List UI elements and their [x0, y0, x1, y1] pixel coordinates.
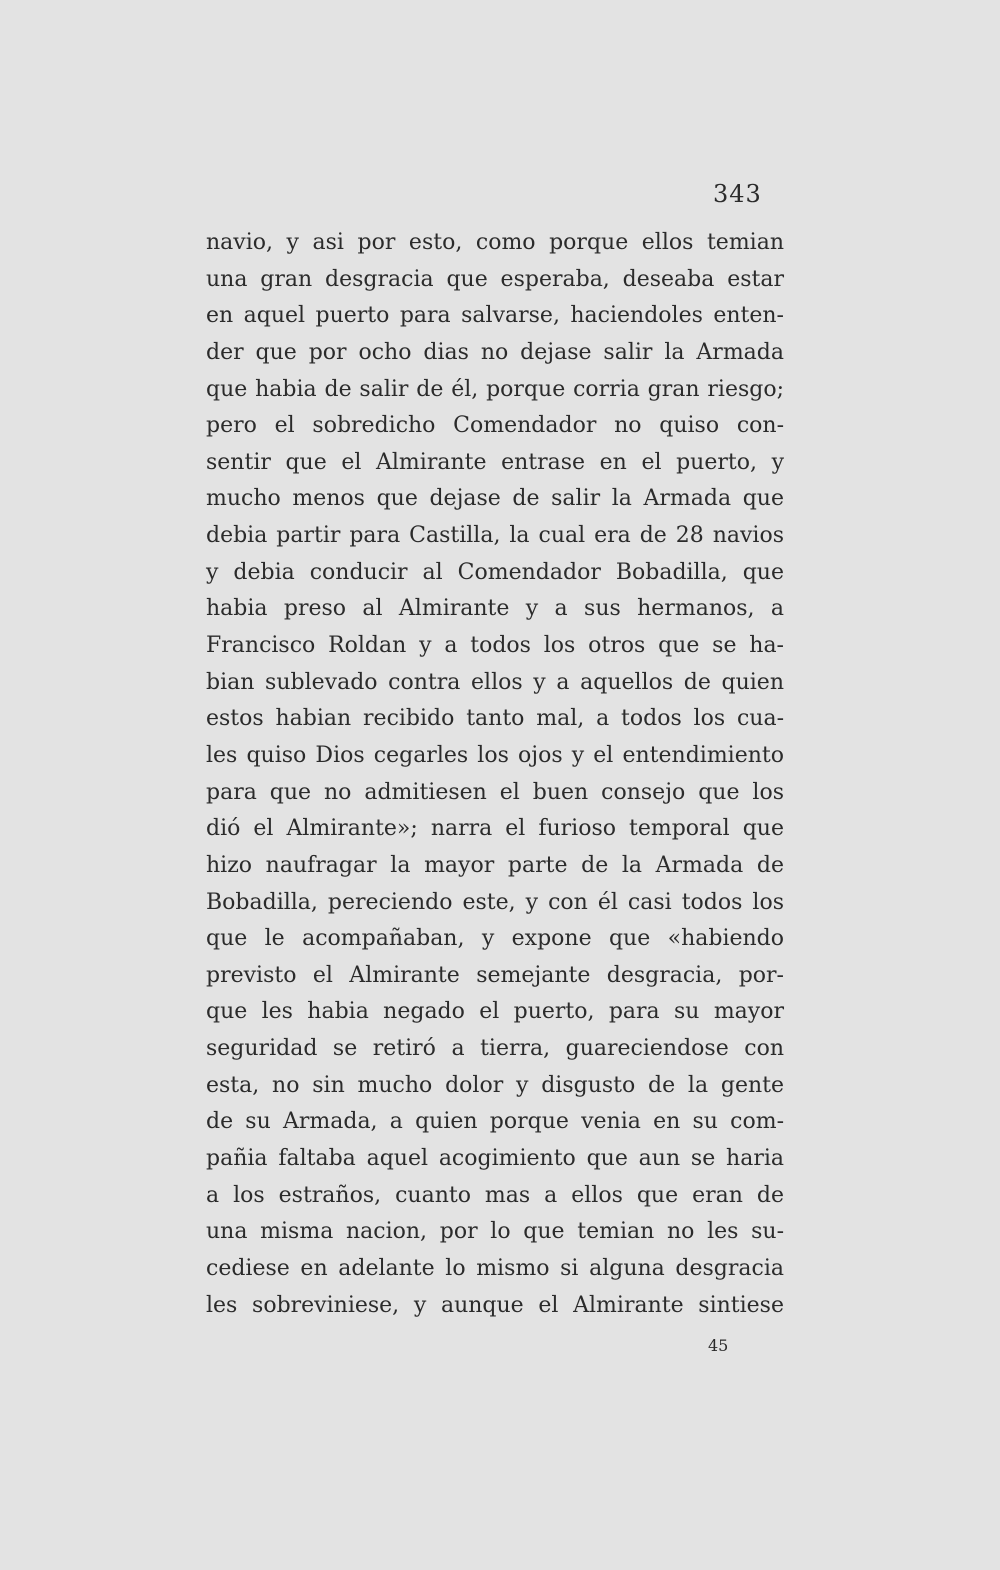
text-line: previsto el Almirante semejante desgracia, por- — [206, 962, 784, 988]
text-line: esta, no sin mucho dolor y disgusto de la gente — [206, 1072, 784, 1098]
text-line: debia partir para Castilla, la cual era de 28 navios — [206, 523, 784, 549]
text-line: para que no admitiesen el buen consejo que los — [206, 779, 784, 805]
text-line: der que por ocho dias no dejase salir la Armada — [206, 339, 784, 365]
text-line: mucho menos que dejase de salir la Armada que — [206, 486, 784, 512]
text-line: sentir que el Almirante entrase en el puerto, y — [206, 449, 784, 475]
text-line: seguridad se retiró a tierra, guareciendose con — [206, 1036, 784, 1062]
text-line: les sobreviniese, y aunque el Almirante sintiese — [206, 1292, 784, 1318]
text-line: que les habia negado el puerto, para su mayor — [206, 999, 784, 1025]
text-line: Bobadilla, pereciendo este, y con él casi todos los — [206, 889, 784, 915]
text-line: y debia conducir al Comendador Bobadilla, que — [206, 559, 784, 585]
text-line: pero el sobredicho Comendador no quiso con- — [206, 413, 784, 439]
text-line: a los estraños, cuanto mas a ellos que eran de — [206, 1182, 784, 1208]
text-line: cediese en adelante lo mismo si alguna desgracia — [206, 1255, 784, 1281]
text-line: hizo naufragar la mayor parte de la Armada de — [206, 852, 784, 878]
text-line: Francisco Roldan y a todos los otros que se ha- — [206, 633, 784, 659]
text-line: una gran desgracia que esperaba, deseaba estar — [206, 266, 784, 292]
text-line: bian sublevado contra ellos y a aquellos de quien — [206, 669, 784, 695]
body-text — [206, 225, 784, 1324]
text-line: que le acompañaban, y expone que «habiendo — [206, 926, 784, 952]
text-line: en aquel puerto para salvarse, haciendoles enten- — [206, 303, 784, 329]
page-number: 343 — [713, 180, 762, 208]
text-line: navio, y asi por esto, como porque ellos temian — [206, 230, 784, 255]
text-line: pañia faltaba aquel acogimiento que aun se haria — [206, 1146, 784, 1172]
text-line: de su Armada, a quien porque venia en su com- — [206, 1109, 784, 1135]
text-line: una misma nacion, por lo que temian no les su- — [206, 1219, 784, 1245]
text-line: que habia de salir de él, porque corria gran riesgo; — [206, 376, 784, 402]
text-line: les quiso Dios cegarles los ojos y el entendimiento — [206, 742, 784, 768]
text-line: habia preso al Almirante y a sus hermanos, a — [206, 596, 784, 622]
signature-mark: 45 — [708, 1336, 729, 1355]
text-line: dió el Almirante»; narra el furioso temporal que — [206, 816, 784, 842]
text-line: estos habian recibido tanto mal, a todos los cua- — [206, 706, 784, 732]
